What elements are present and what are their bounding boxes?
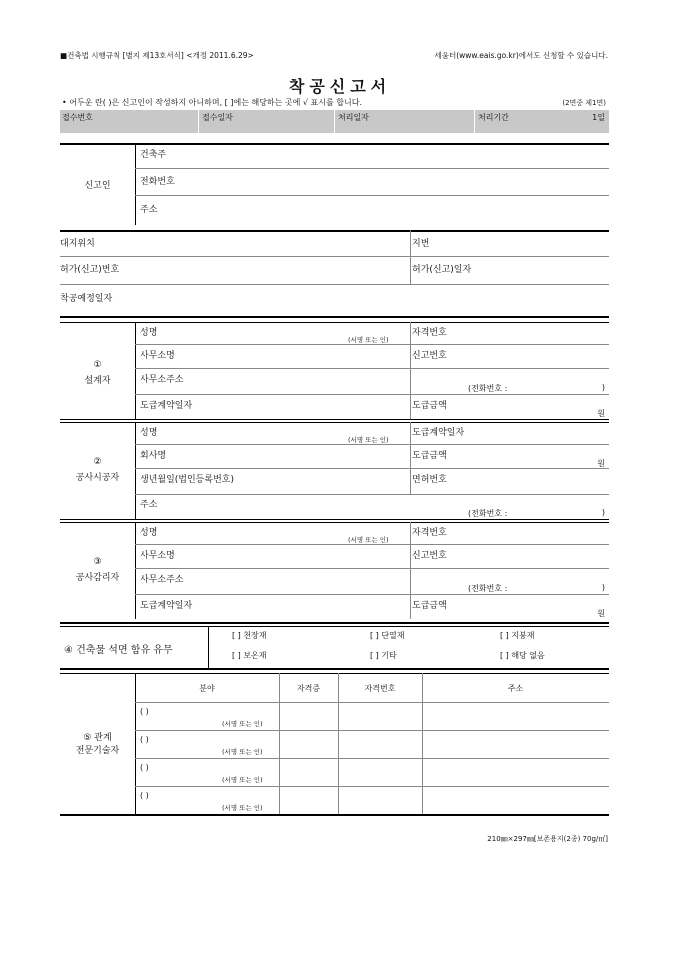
processed-date-label: 처리일자 [338,113,369,122]
won-unit: 원 [597,409,605,418]
supervisor-office-address-label: 사무소주소 [140,575,184,585]
asbestos-option-ceiling[interactable]: [ ] 천장재 [232,631,267,640]
supervisor-contract-date-label: 도급계약일자 [140,601,193,611]
rule [60,419,609,420]
receipt-number-label: 접수번호 [62,113,93,122]
receipt-band [60,110,609,133]
won-unit: 원 [597,609,605,618]
supervisor-qual-no-label: 자격번호 [412,528,447,538]
builder-number: ② [93,457,102,467]
processing-period-value: 1일 [592,113,605,122]
start-date-label: 착공예정일자 [60,294,113,304]
paren-close: ) [601,583,605,592]
expert-row-field: ( ) [140,763,149,772]
rule [60,316,609,318]
supervisor-office-label: 사무소명 [140,551,175,561]
expert-row-sign: (서명 또는 인) [222,804,263,812]
designer-contract-date-label: 도급계약일자 [140,401,193,411]
applicant-phone-label: 전화번호 [140,177,175,187]
permit-date-label: 허가(신고)일자 [412,265,472,275]
receipt-date-label: 접수일자 [202,113,233,122]
builder-sign-note: (서명 또는 인) [348,436,389,444]
paren-close: ) [601,508,605,517]
designer-office-address-label: 사무소주소 [140,375,184,385]
site-location-label: 대지위치 [60,239,95,249]
designer-contract-amount-label: 도급금액 [412,401,447,411]
rule [60,668,609,670]
supervisor-number: ③ [93,557,102,567]
builder-label: 공사시공자 [75,473,120,483]
builder-contract-amount-label: 도급금액 [412,451,447,461]
asbestos-label: ④ 건축물 석면 함유 유무 [64,645,173,656]
page-title: 착공신고서 [288,77,392,96]
col-cert-header: 자격증 [296,684,321,693]
supervisor-contract-amount-label: 도급금액 [412,601,447,611]
rule [60,814,609,816]
builder-phone-label: (전화번호 : [468,509,508,518]
designer-phone-label: (전화번호 : [468,384,508,393]
asbestos-option-thermal[interactable]: [ ] 보온재 [232,651,267,660]
designer-name-label: 성명 [140,328,158,338]
expert-row-field: ( ) [140,791,149,800]
won-unit: 원 [597,459,605,468]
col-field-header: 분야 [199,684,215,693]
expert-row-sign: (서명 또는 인) [222,776,263,784]
page-indicator: (2면중 제1면) [562,99,606,107]
instruction-notice: • 어두운 란( )은 신고인이 작성하지 아니하며, [ ]에는 해당하는 곳에 √ 표시를 합니다. [62,98,363,107]
rule [60,230,609,232]
builder-address-label: 주소 [140,500,158,510]
col-qual-no-header: 자격번호 [364,684,396,693]
designer-qual-no-label: 자격번호 [412,328,447,338]
supervisor-phone-label: (전화번호 : [468,584,508,593]
applicant-label: 신고인 [84,181,111,191]
paren-close: ) [601,383,605,392]
expert-row-sign: (서명 또는 인) [222,720,263,728]
supervisor-report-no-label: 신고번호 [412,551,447,561]
form-regulation-header: ■건축법 시행규칙 [별지 제13호서식] <개정 2011.6.29> [60,51,254,60]
supervisor-sign-note: (서명 또는 인) [348,536,389,544]
experts-number: ⑤ 관계 [83,733,112,743]
applicant-address-label: 주소 [140,205,158,215]
lot-number-label: 지번 [412,239,430,249]
builder-company-label: 회사명 [140,451,167,461]
permit-number-label: 허가(신고)번호 [60,265,120,275]
supervisor-name-label: 성명 [140,528,158,538]
builder-name-label: 성명 [140,428,158,438]
online-notice: 세움터(www.eais.go.kr)에서도 신청할 수 있습니다. [434,51,608,60]
designer-report-no-label: 신고번호 [412,351,447,361]
paper-spec-footer: 210㎜×297㎜[보존용지(2종) 70g/㎡] [487,835,608,843]
builder-contract-date-label: 도급계약일자 [412,428,465,438]
expert-row-field: ( ) [140,735,149,744]
designer-number: ① [93,360,102,370]
col-address-header: 주소 [507,684,524,693]
expert-row-field: ( ) [140,707,149,716]
designer-sign-note: (서명 또는 인) [348,336,389,344]
builder-birth-label: 생년월일(법인등록번호) [140,475,234,485]
expert-row-sign: (서명 또는 인) [222,748,263,756]
designer-office-label: 사무소명 [140,351,175,361]
rule [60,519,609,520]
owner-label: 건축주 [140,150,167,160]
designer-label: 설계자 [84,376,111,386]
rule [60,622,609,624]
asbestos-option-roofing[interactable]: [ ] 지붕재 [500,631,535,640]
experts-label: 전문기술자 [75,746,120,756]
rule [60,143,609,145]
supervisor-label: 공사감리자 [75,573,120,583]
processing-period-label: 처리기간 [478,113,509,122]
builder-license-label: 면허번호 [412,475,447,485]
asbestos-option-other[interactable]: [ ] 기타 [370,651,397,660]
asbestos-option-none[interactable]: [ ] 해당 없음 [500,651,545,660]
asbestos-option-insulation[interactable]: [ ] 단열재 [370,631,405,640]
